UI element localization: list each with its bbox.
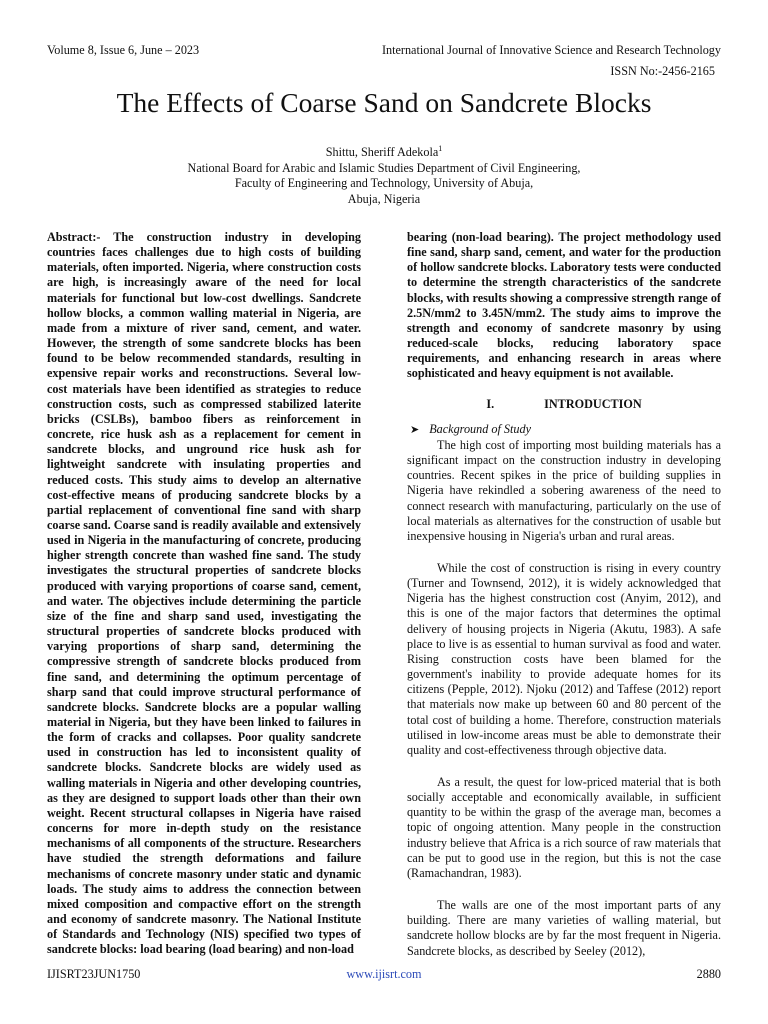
author-location: Abuja, Nigeria: [347, 191, 421, 206]
author-line: [0, 145, 768, 161]
right-column: [407, 230, 721, 976]
intro-paragraph-2: While the cost of construction is rising in every country (Turner and Townsend, 2012), it is widely acknowledged that Nigeria has the highest construction cost (Anyim, 2012), and this is one of the major factors that determines the optimal delivery of housing projects in Nigeria (Akutu, 1983). A safe place to live is as essential to human survival as food and water. Rising construction costs have been blamed for the government's inability to provide adequate homes for its citizens (Pepple, 2012). Njoku (2012) and Taffese (2012) report that materials now make up between 60 and 80 percent of the total cost of building a home. Therefore, construction materials utilised in low-income areas must be able to demonstrate their quality and cost-effectiveness through objective data.: [407, 560, 721, 757]
section-heading-introduction: [407, 397, 721, 412]
website-link[interactable]: www.ijisrt.com: [346, 967, 422, 981]
left-column: [47, 230, 361, 958]
subheading-background: [407, 422, 721, 438]
header-issn: ISSN No:-2456-2165: [610, 64, 715, 78]
subheading-label: Background of Study: [429, 421, 531, 436]
author-block: [0, 145, 768, 207]
footer-paper-id: IJISRT23JUN1750: [47, 967, 141, 981]
paper-title: The Effects of Coarse Sand on Sandcrete Blocks: [116, 87, 652, 118]
abstract-text: Abstract:- The construction industry in developing countries faces challenges due to high costs of building materials, often imported. Nigeria, where construction costs are high, is increasingly aware of the need for local materials for functional but low-cost dwellings. Sandcrete hollow blocks, a common walling material in Nigeria, are made from a mixture of river sand, cement, and water. However, the strength of some sandcrete blocks has been found to be below recommended standards, resulting in expensive repair works and reconstructions. Several low-cost materials have been identified as strategies to reduce construction costs, such as compressed stabilized laterite bricks (CSLBs), bamboo fibers as reinforcement in concrete, rice husk ash as a replacement for cement in sandcrete blocks, and unground rice husk ash for lightweight sandcrete with insulating properties and reduced costs. This study aims to develop an alternative cost-effective means of producing sandcrete blocks by a partial replacement of conventional fine sand with sharp coarse sand. Coarse sand is readily available and extensively used in Nigeria in the manufacturing of concrete, producing higher strength concrete than washed fine sand. The study investigates the structural properties of sandcrete blocks produced with varying proportions of coarse sand, cement, and water. The objectives include determining the particle size of the fine and sharp sand used, investigating the structural properties of sandcrete blocks produced with varying proportions of sharp sand, determining the compressive strength of sandcrete blocks produced from fine sand, and determining the optimum percentage of sharp sand that could improve structural performance of sandcrete blocks. Sandcrete blocks are a popular walling material in Nigeria, but they have been linked to failures in the form of cracks and collapses. Poor quality sandcrete used in construction has led to inconsistent quality of sandcrete blocks. Sandcrete blocks are widely used as walling materials in Nigeria and other developing countries, as they are designed to support loads other than their own weight. Recent structural collapses in Nigeria have raised concerns for more in-depth study on the resistance mechanisms of all components of the structure. Researchers have studied the strength deformations and failure mechanisms of concrete masonry under static and dynamic loads. The study aims to address the connection between mixed composition and compactive effort on the strength and economy of sandcrete masonry. The National Institute of Standards and Technology (NIS) specified two types of sandcrete blocks: load bearing (load bearing) and non-load: [47, 230, 361, 957]
author-affiliation-1: National Board for Arabic and Islamic Studies Department of Civil Engineering,: [187, 160, 581, 175]
header-volume: Volume 8, Issue 6, June – 2023: [47, 43, 200, 57]
author-name: Shittu, Sheriff Adekola: [325, 145, 439, 159]
section-number: I.: [486, 396, 495, 411]
intro-paragraph-1: The high cost of importing most building materials has a significant impact on the construction industry in developing countries. Recent spikes in the price of building supplies in Nigeria have rekindled a sobering awareness of the need to connect research with manufacturing, particularly on the use of local materials as alternatives for the construction of usable but inexpensive housing in Nigeria's urban and rural areas.: [407, 437, 721, 543]
abstract-continuation: bearing (non-load bearing). The project methodology used fine sand, sharp sand, cement, and water for the production of hollow sandcrete blocks. Laboratory tests were conducted to determine the strength characteristics of the sandcrete blocks, with results showing a compressive strength range of 2.5N/mm2 to 3.45N/mm2. The study aims to improve the strength and economy of sandcrete masonry by using reduced-scale blocks, reducing laboratory space requirements, and enhancing research in areas where sophisticated and heavy equipment is not available.: [407, 230, 721, 381]
header-journal-name: International Journal of Innovative Science and Research Technology: [381, 43, 721, 57]
footer-website: [0, 967, 768, 981]
intro-paragraph-3: As a result, the quest for low-priced material that is both socially acceptable and economically available, in sufficient quantity to be within the grasp of the average man, becomes a topic of ongoing attention. Many people in the construction industry believe that Africa is a rich source of raw materials that can be put to good use in the region, but this is not the case (Ramachandran, 1983).: [407, 775, 721, 880]
footer-page-number: 2880: [696, 967, 721, 981]
section-title: INTRODUCTION: [544, 396, 642, 411]
arrow-bullet-icon: ➤: [410, 423, 420, 436]
intro-paragraph-4: The walls are one of the most important parts of any building. There are many varieties of walling material, but sandcrete hollow blocks are by far the most frequent in Nigeria. Sandcrete blocks, as described by Seeley (2012),: [407, 898, 721, 958]
author-affiliation-2: Faculty of Engineering and Technology, University of Abuja,: [234, 176, 534, 190]
author-superscript: 1: [438, 144, 443, 153]
